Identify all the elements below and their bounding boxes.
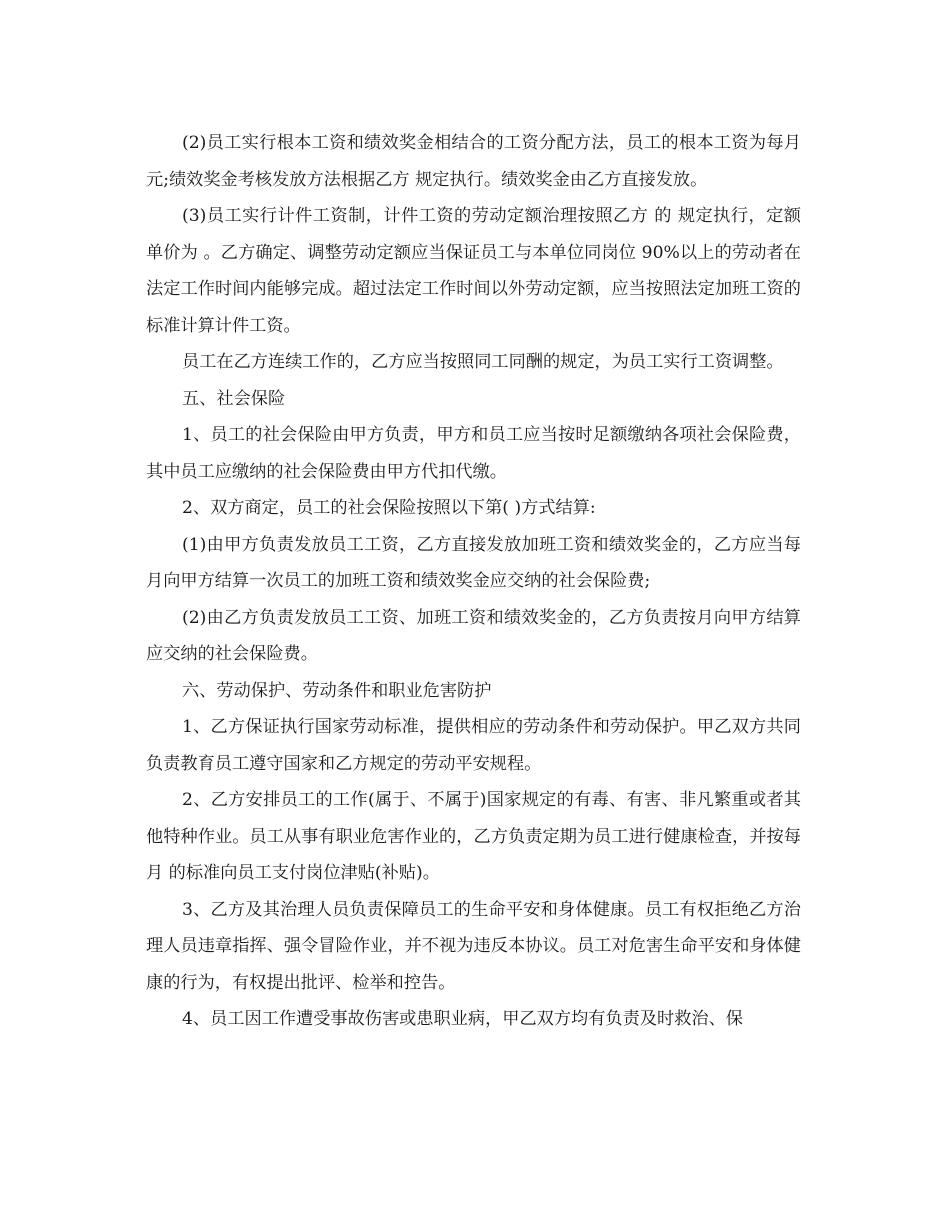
paragraph-wage-option-3: (3)员工实行计件工资制，计件工资的劳动定额治理按照乙方 的 规定执行，定额单价为 。乙方确定、调整劳动定额应当保证员工与本单位同岗位 90%以上的劳动者在法定工作时间内能够完成。超过法定工作时间以外劳动定额，应当按照法定加班工资的标准计算计件工资。	[146, 206, 801, 336]
section-heading-social-insurance: 五、社会保险	[182, 388, 286, 409]
paragraph-protection-1: 1、乙方保证执行国家劳动标准，提供相应的劳动条件和劳动保护。甲乙双方共同负责教育员工遵守国家和乙方规定的劳动平安规程。	[146, 717, 801, 774]
document-body	[146, 125, 801, 1038]
paragraph-protection-4: 4、员工因工作遭受事故伤害或患职业病，甲乙双方均有负责及时救治、保	[182, 1009, 743, 1029]
paragraph-wage-adjustment: 员工在乙方连续工作的，乙方应当按照同工同酬的规定，为员工实行工资调整。	[182, 352, 784, 372]
section-heading-labor-protection: 六、劳动保护、劳动条件和职业危害防护	[182, 680, 492, 701]
paragraph-protection-3: 3、乙方及其治理人员负责保障员工的生命平安和身体健康。员工有权拒绝乙方治理人员违章指挥、强令冒险作业，并不视为违反本协议。员工对危害生命平安和身体健康的行为，有权提出批评、检举和控告。	[146, 899, 801, 993]
paragraph-insurance-option-1: (1)由甲方负责发放员工工资，乙方直接发放加班工资和绩效奖金的，乙方应当每月向甲方结算一次员工的加班工资和绩效奖金应交纳的社会保险费;	[146, 534, 801, 591]
paragraph-wage-option-2: (2)员工实行根本工资和绩效奖金相结合的工资分配方法，员工的根本工资为每月 元;绩效奖金考核发放方法根据乙方 规定执行。绩效奖金由乙方直接发放。	[146, 133, 801, 190]
paragraph-insurance-1: 1、员工的社会保险由甲方负责，甲方和员工应当按时足额缴纳各项社会保险费，其中员工应缴纳的社会保险费由甲方代扣代缴。	[146, 425, 801, 482]
paragraph-protection-2: 2、乙方安排员工的工作(属于、不属于)国家规定的有毒、有害、非凡繁重或者其他特种作业。员工从事有职业危害作业的，乙方负责定期为员工进行健康检查，并按每月 的标准向员工支付岗位津贴(补贴)。	[146, 790, 801, 883]
paragraph-insurance-option-2: (2)由乙方负责发放员工工资、加班工资和绩效奖金的，乙方负责按月向甲方结算应交纳的社会保险费。	[146, 607, 801, 664]
paragraph-insurance-2: 2、双方商定，员工的社会保险按照以下第( )方式结算:	[182, 498, 596, 518]
